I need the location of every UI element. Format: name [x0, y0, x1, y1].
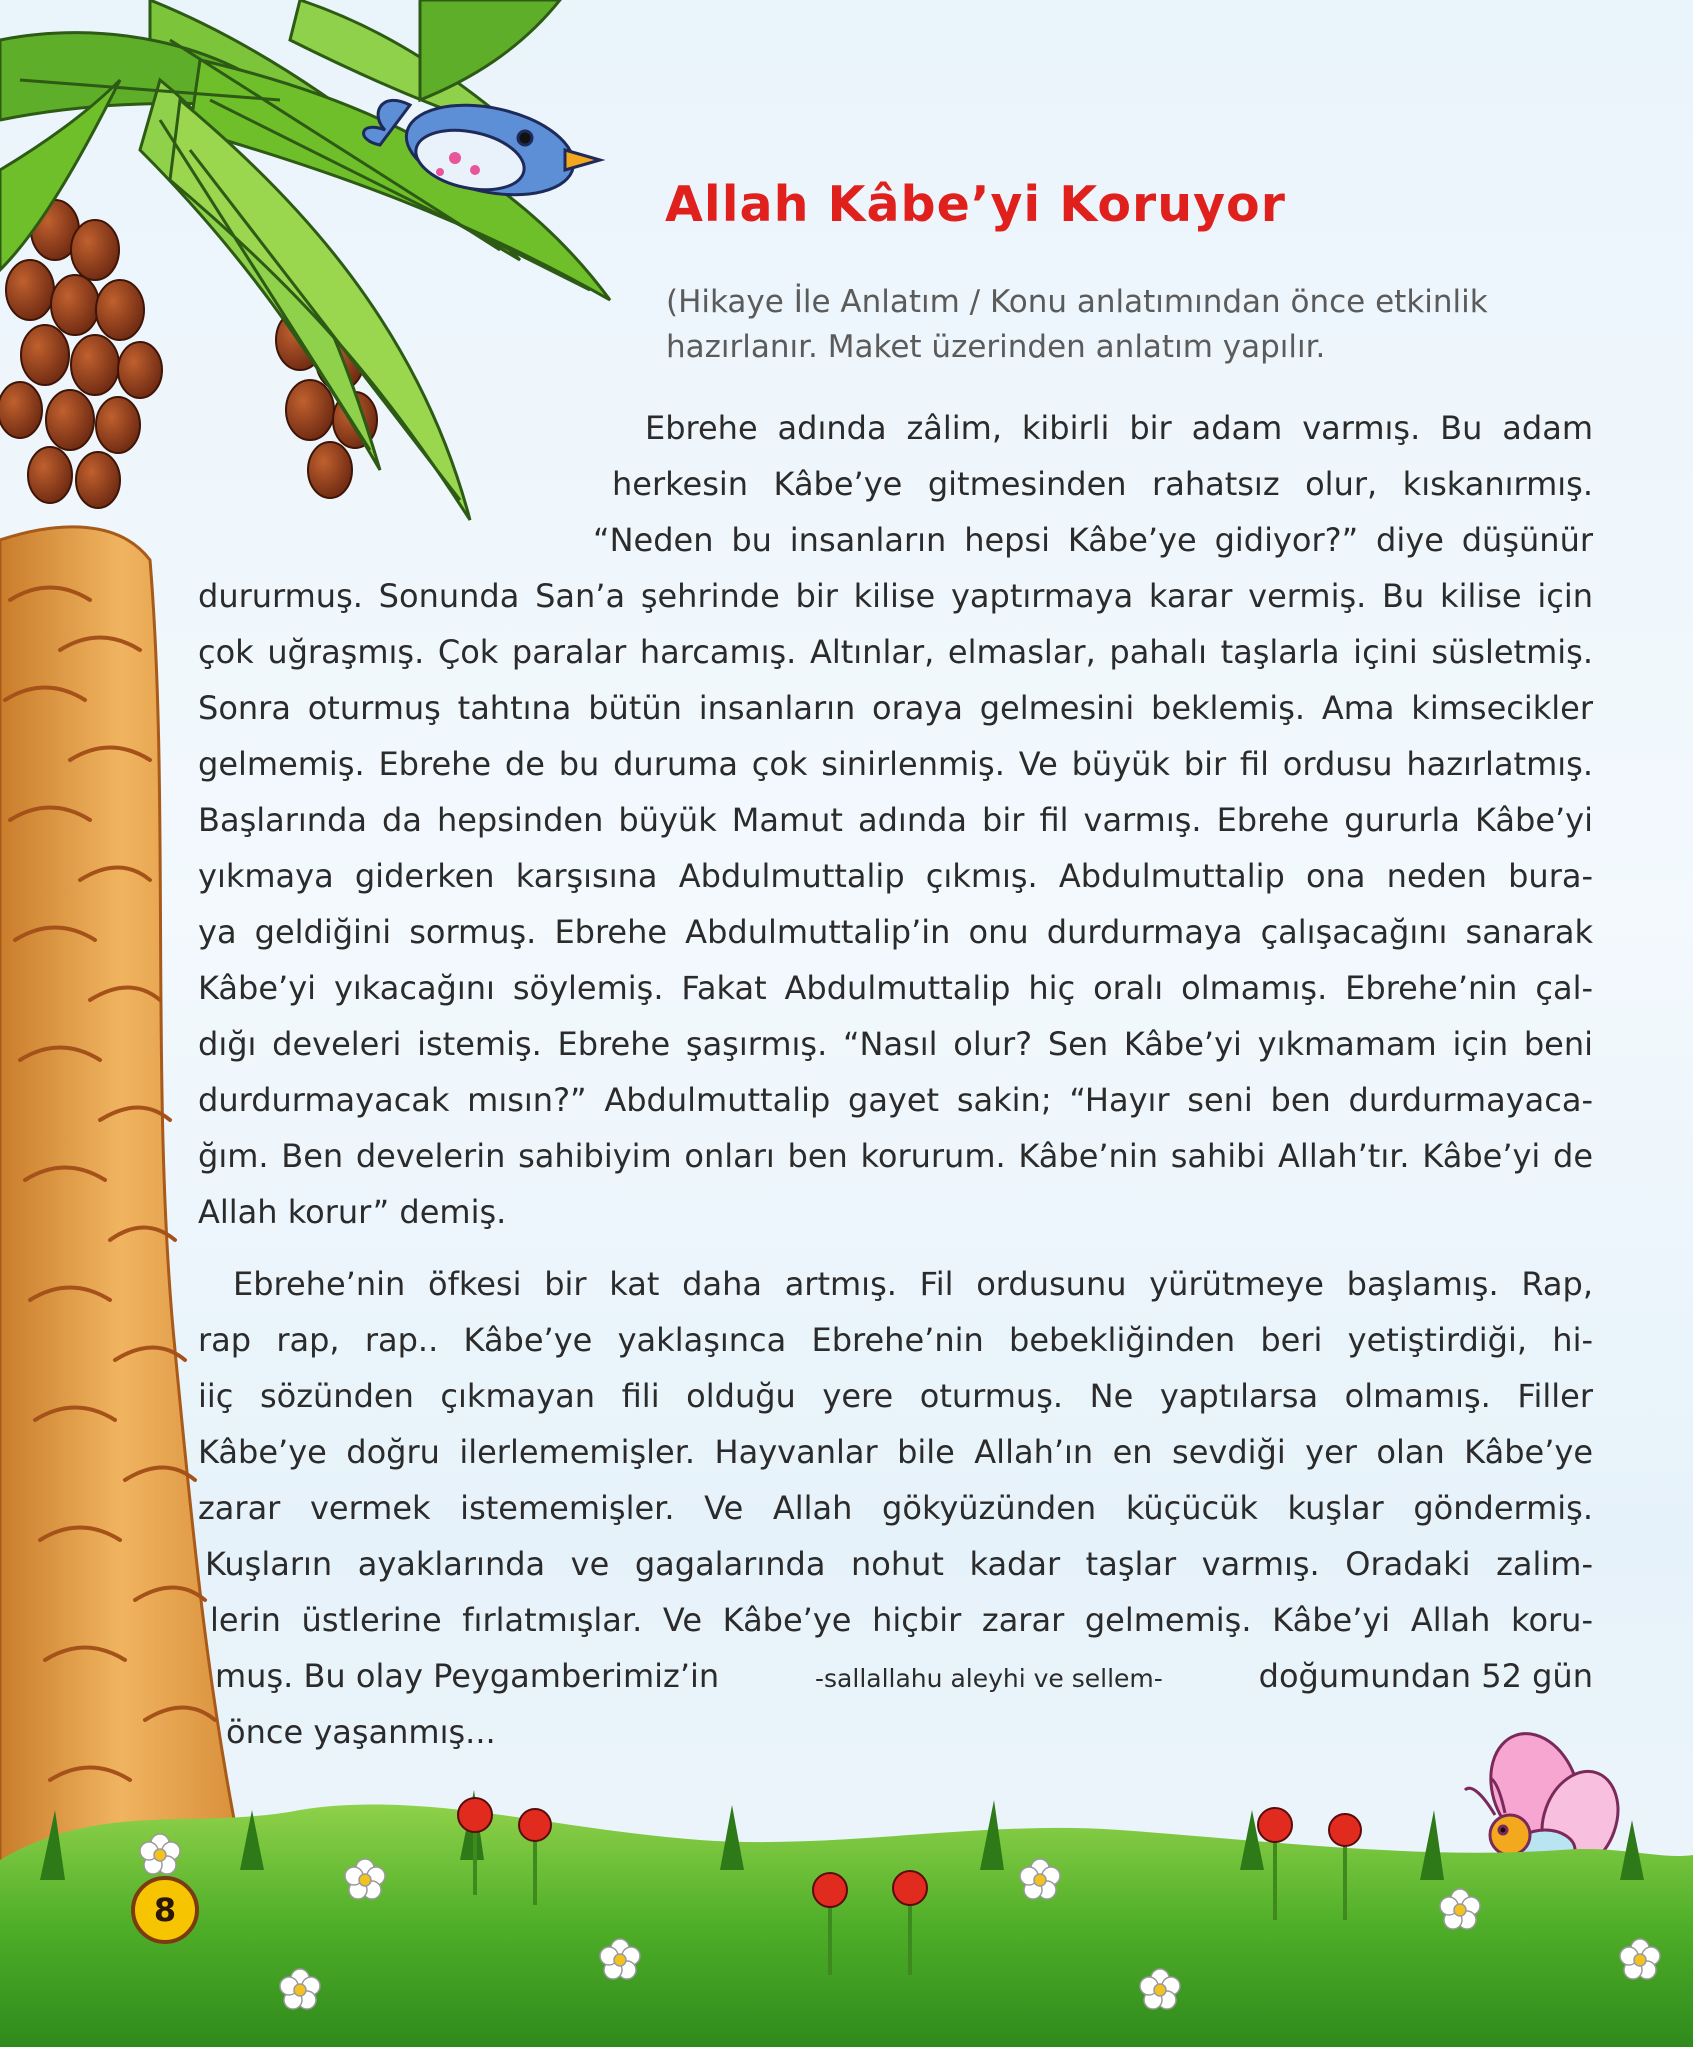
story-line: Ebrehe’nin öfkesi bir kat daha artmış. Fil ordusunu yürütmeye başlamış. Rap,	[233, 1265, 1593, 1303]
story-line: gelmemiş. Ebrehe de bu duruma çok sinirlenmiş. Ve büyük bir fil ordusu hazırlatmış.	[198, 745, 1593, 783]
story-line: önce yaşanmış...	[226, 1713, 496, 1751]
story-line: çok uğraşmış. Çok paralar harcamış. Altınlar, elmaslar, pahalı taşlarla içini süsletmiş.	[198, 633, 1593, 671]
story-line: Allah korur” demiş.	[198, 1193, 507, 1231]
grass-meadow	[0, 1790, 1693, 2047]
story-line: durdurmayacak mısın?” Abdulmuttalip gayet sakin; “Hayır seni ben durdurmayaca-	[198, 1081, 1593, 1119]
story-line: ğım. Ben develerin sahibiyim onları ben korurum. Kâbe’nin sahibi Allah’tır. Kâbe’yi de	[198, 1137, 1593, 1175]
story-line: Kâbe’yi yıkacağını söylemiş. Fakat Abdulmuttalip hiç oralı olmamış. Ebrehe’nin çal-	[198, 969, 1593, 1007]
story-line: ya geldiğini sormuş. Ebrehe Abdulmuttalip’in onu durdurmaya çalışacağını sanarak	[198, 913, 1593, 951]
story-line: rap rap, rap.. Kâbe’ye yaklaşınca Ebrehe’nin bebekliğinden beri yetiştirdiği, hi-	[198, 1321, 1593, 1359]
story-line: herkesin Kâbe’ye gitmesinden rahatsız olur, kıskanırmış.	[612, 465, 1593, 503]
story-line-part: muş. Bu olay Peygamberimiz’in	[215, 1657, 720, 1695]
story-title: Allah Kâbe’yi Koruyor	[665, 176, 1286, 233]
salawat-text: -sallallahu aleyhi ve sellem-	[815, 1664, 1163, 1693]
story-line: lerin üstlerine fırlatmışlar. Ve Kâbe’ye hiçbir zarar gelmemiş. Kâbe’yi Allah koru-	[210, 1601, 1593, 1639]
story-line: zarar vermek istememişler. Ve Allah gökyüzünden küçücük kuşlar göndermiş.	[198, 1489, 1593, 1527]
story-line: dururmuş. Sonunda San’a şehrinde bir kilise yaptırmaya karar vermiş. Bu kilise için	[198, 577, 1593, 615]
story-line-part: doğumundan 52 gün	[1258, 1657, 1593, 1695]
story-line: Sonra oturmuş tahtına bütün insanların oraya gelmesini beklemiş. Ama kimsecikler	[198, 689, 1593, 727]
story-line: Kuşların ayaklarında ve gagalarında nohut kadar taşlar varmış. Oradaki zalim-	[205, 1545, 1593, 1583]
story-line: yıkmaya giderken karşısına Abdulmuttalip çıkmış. Abdulmuttalip ona neden bura-	[198, 857, 1593, 895]
story-line: Başlarında da hepsinden büyük Mamut adında bir fil varmış. Ebrehe gururla Kâbe’yi	[198, 801, 1593, 839]
story-line	[215, 1648, 1593, 1704]
teaching-note: (Hikaye İle Anlatım / Konu anlatımından önce etkinlik hazırlanır. Maket üzerinden anlatım yapılır.	[666, 284, 1488, 365]
story-line: dığı develeri istemiş. Ebrehe şaşırmış. “Nasıl olur? Sen Kâbe’yi yıkmamam için beni	[198, 1025, 1593, 1063]
story-line: “Neden bu insanların hepsi Kâbe’ye gidiyor?” diye düşünür	[593, 521, 1593, 559]
page-number: 8	[131, 1876, 199, 1944]
story-line: Kâbe’ye doğru ilerlememişler. Hayvanlar bile Allah’ın en sevdiği yer olan Kâbe’ye	[198, 1433, 1593, 1471]
story-line: Ebrehe adında zâlim, kibirli bir adam varmış. Bu adam	[645, 409, 1593, 447]
story-line: iiç sözünden çıkmayan fili olduğu yere oturmuş. Ne yaptılarsa olmamış. Filler	[198, 1377, 1593, 1415]
